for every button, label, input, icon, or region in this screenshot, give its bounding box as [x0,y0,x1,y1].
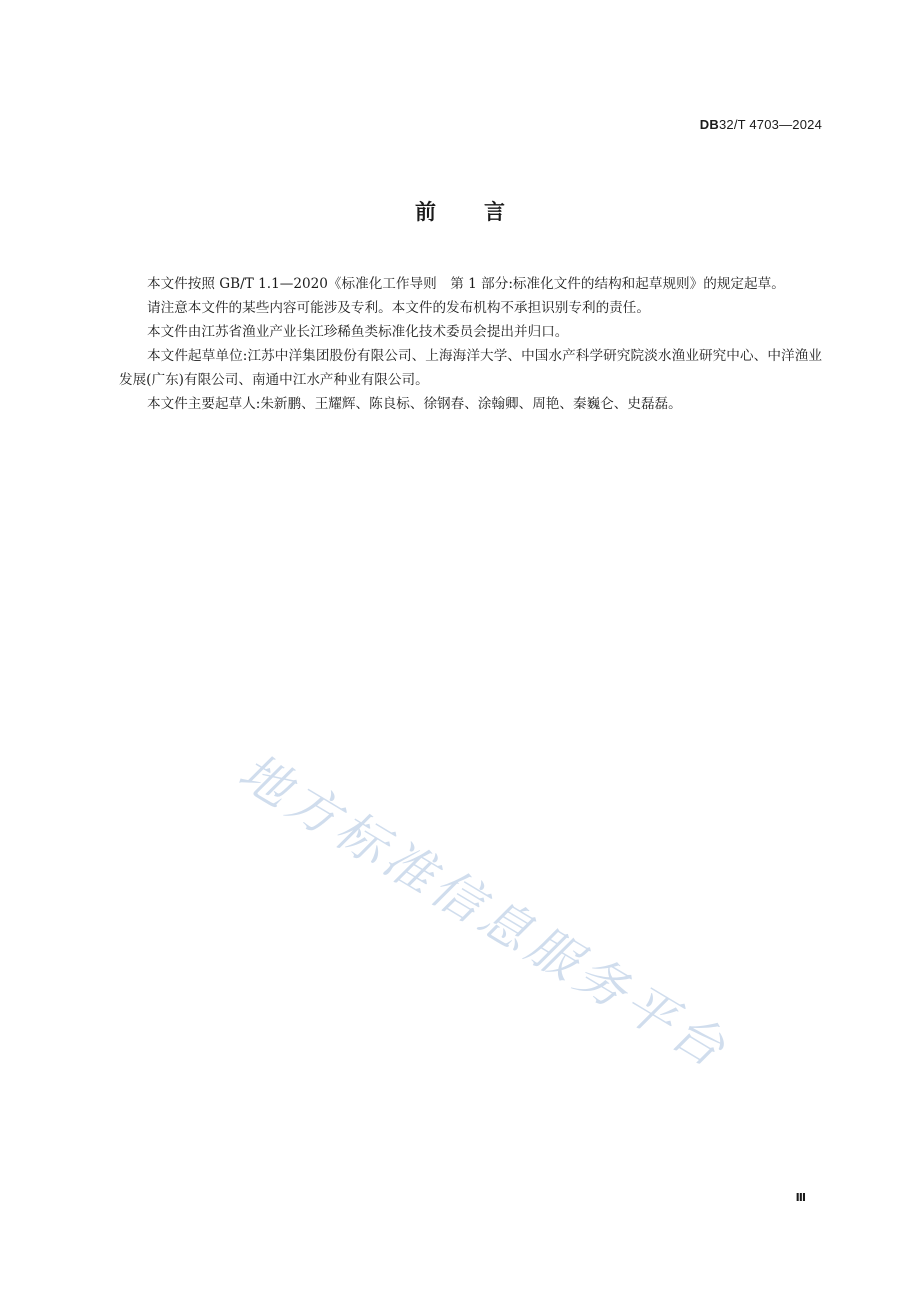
paragraph-proposer: 本文件由江苏省渔业产业长江珍稀鱼类标准化技术委员会提出并归口。 [147,324,569,340]
foreword-body [119,272,822,416]
standard-code-prefix: DB [699,117,719,132]
watermark-text: 地方标准信息服务平台 [228,742,739,1081]
standard-code-number: 32/T 4703—2024 [718,117,822,132]
paragraph-drafting-units: 本文件起草单位:江苏中洋集团股份有限公司、上海海洋大学、中国水产科学研究院淡水渔业研究中心、中洋渔业发展(广东)有限公司、南通中江水产种业有限公司。 [119,348,822,388]
page-number: Ⅲ [795,1192,806,1204]
paragraph-drafting-rules: 本文件按照 GB/T 1.1—2020《标准化工作导则 第 1 部分:标准化文件的结构和起草规则》的规定起草。 [147,276,785,292]
page-title [0,196,920,226]
page-title-char-1: 前 [415,200,436,224]
page-title-char-2: 言 [484,200,505,224]
standard-code [700,117,822,132]
paragraph-patent-notice: 请注意本文件的某些内容可能涉及专利。本文件的发布机构不承担识别专利的责任。 [147,300,650,316]
paragraph-drafters: 本文件主要起草人:朱新鹏、王耀辉、陈良标、徐钢春、涂翰卿、周艳、秦巍仑、史磊磊。 [147,396,682,412]
